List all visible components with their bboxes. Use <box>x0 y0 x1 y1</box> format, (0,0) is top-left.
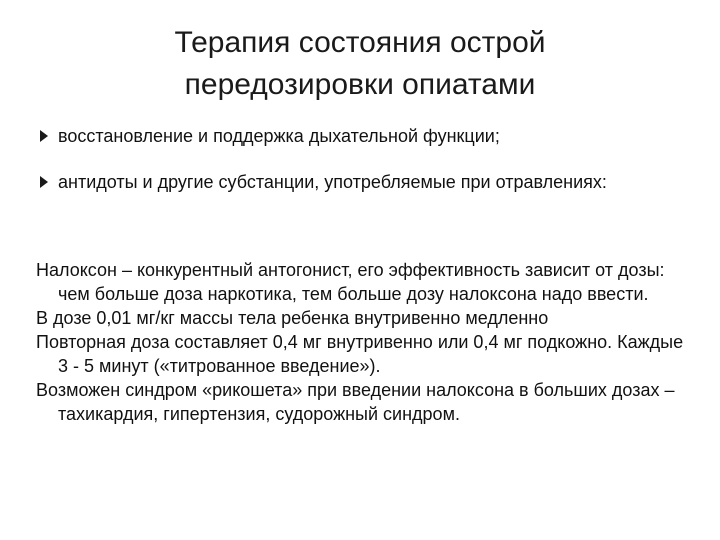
bullet-item <box>38 171 678 193</box>
bullet-list <box>38 125 678 193</box>
triangle-right-icon <box>40 176 48 188</box>
paragraph-repeat-dose: Повторная доза составляет 0,4 мг внутривенно или 0,4 мг подкожно. Каждые 3 - 5 минут («титрованное введение»). <box>36 332 684 376</box>
title-line-1: Терапия состояния острой <box>174 26 546 59</box>
slide-title <box>60 22 660 106</box>
bullet-item <box>38 125 678 147</box>
paragraph-naloxone: Налоксон – конкурентный антогонист, его эффективность зависит от дозы: чем больше доза наркотика, тем больше дозу налоксона надо ввести. <box>36 260 665 304</box>
bullet-text: антидоты и другие субстанции, употребляемые при отравлениях: <box>58 172 607 192</box>
paragraph-rebound: Возможен синдром «рикошета» при введении налоксона в больших дозах – тахикардия, гипертензия, судорожный синдром. <box>36 380 675 424</box>
body-text <box>36 258 686 426</box>
paragraph-dose: В дозе 0,01 мг/кг массы тела ребенка внутривенно медленно <box>36 308 549 328</box>
bullet-text: восстановление и поддержка дыхательной функции; <box>58 126 500 146</box>
title-line-2: передозировки опиатами <box>184 68 536 101</box>
triangle-right-icon <box>40 130 48 142</box>
